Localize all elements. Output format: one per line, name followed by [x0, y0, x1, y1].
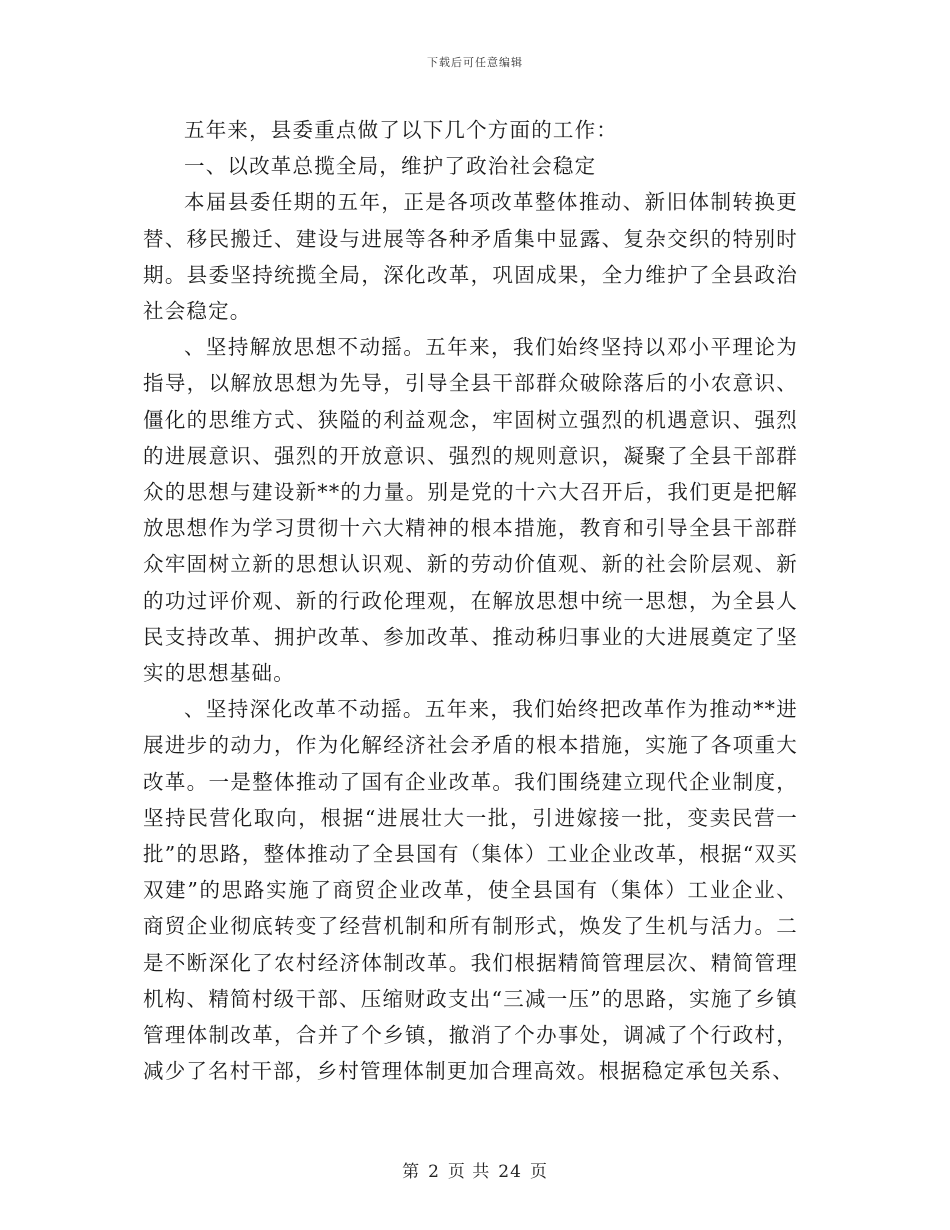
footer-suffix: 页 [529, 1162, 548, 1182]
document-body [143, 112, 798, 1089]
body-paragraph: 、坚持解放思想不动摇。五年来，我们始终坚持以邓小平理论为指导，以解放思想为先导，引导全县干部群众破除落后的小农意识、僵化的思维方式、狭隘的利益观念，牢固树立强烈的机遇意识、强烈的进展意识、强烈的开放意识、强烈的规则意识，凝聚了全县干部群众的思想与建设新**的力量。别是党的十六大召开后，我们更是把解放思想作为学习贯彻十六大精神的根本措施，教育和引导全县干部群众牢固树立新的思想认识观、新的劳动价值观、新的社会阶层观、新的功过评价观、新的行政伦理观，在解放思想中统一思想，为全县人民支持改革、拥护改革、参加改革、推动秭归事业的大进展奠定了坚实的思想基础。 [143, 335, 798, 686]
footer-middle: 页 共 [447, 1162, 491, 1182]
section-heading: 一、以改革总揽全局，维护了政治社会稳定 [184, 154, 597, 179]
current-page-number: 2 [428, 1162, 440, 1182]
total-page-number: 24 [498, 1162, 522, 1182]
intro-paragraph: 五年来，县委重点做了以下几个方面的工作： [184, 118, 618, 142]
footer-prefix: 第 [402, 1162, 421, 1182]
body-paragraph: 本届县委任期的五年，正是各项改革整体推动、新旧体制转换更替、移民搬迁、建设与进展等各种矛盾集中显露、复杂交织的特别时期。县委坚持统揽全局，深化改革，巩固成果，全力维护了全县政治社会稳定。 [143, 190, 798, 324]
page-header-note: 下载后可任意编辑 [427, 56, 523, 69]
page-footer [0, 1157, 950, 1182]
body-paragraph: 、坚持深化改革不动摇。五年来，我们始终把改革作为推动**进展进步的动力，作为化解经济社会矛盾的根本措施，实施了各项重大改革。一是整体推动了国有企业改革。我们围绕建立现代企业制度，坚持民营化取向，根据“进展壮大一批，引进嫁接一批，变卖民营一批”的思路，整体推动了全县国有（集体）工业企业改革，根据“双买双建”的思路实施了商贸企业改革，使全县国有（集体）工业企业、商贸企业彻底转变了经营机制和所有制形式，焕发了生机与活力。二是不断深化了农村经济体制改革。我们根据精简管理层次、精简管理机构、精简村级干部、压缩财政支出“三减一压”的思路，实施了乡镇管理体制改革，合并了个乡镇，撤消了个办事处，调减了个行政村，减少了名村干部，乡村管理体制更加合理高效。根据稳定承包关系、 [143, 697, 798, 1084]
